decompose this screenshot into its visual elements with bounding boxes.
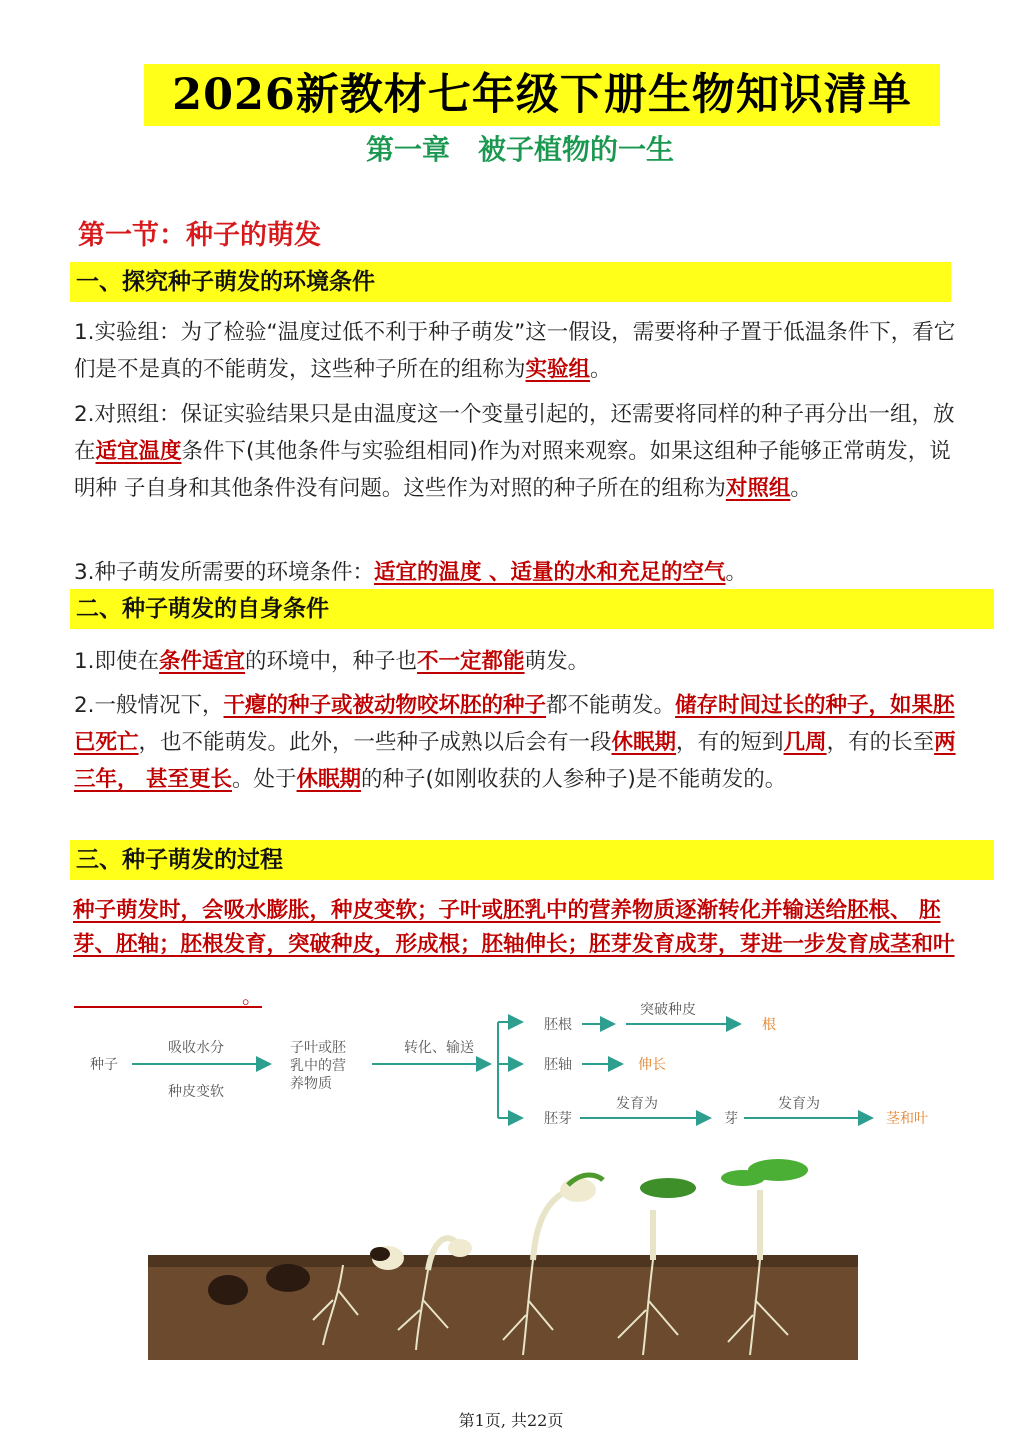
flow-plumule: 胚芽 [544,1111,572,1127]
paragraph-self-1: 1.即使在条件适宜的环境中，种子也不一定都能萌发。 [74,649,590,674]
flow-nutrient-2: 乳中的营 [290,1058,346,1074]
seed-2 [266,1264,310,1292]
heading-self-conditions: 二、种子萌发的自身条件 [70,589,994,629]
flow-develop-1: 发育为 [616,1096,658,1112]
flow-absorb: 吸收水分 [168,1040,224,1056]
answer-dormancy: 休眠期 [611,730,677,755]
document-title: 2026新教材七年级下册生物知识清单 [144,64,940,126]
process-text: 种子萌发时，会吸水膨胀，种皮变软；子叶或胚乳中的营养物质逐渐转化并输送给胚根、 胚芽、胚轴；胚根发育，突破种皮，形成根；胚轴伸长；胚芽发育成芽，芽进一步发育成茎和叶 [73,898,955,957]
heading-germination-process: 三、种子萌发的过程 [70,840,994,880]
answer-suitable-temperature: 适宜温度 [95,439,182,464]
flow-nutrient-3: 养物质 [290,1076,332,1092]
answer-not-necessarily: 不一定都能 [417,649,525,674]
flow-soften: 种皮变软 [168,1084,224,1100]
flow-hypocotyl: 胚轴 [544,1057,572,1073]
paragraph-environment-needs: 3.种子萌发所需要的环境条件：适宜的温度 、适量的水和充足的空气。 [74,560,748,585]
flow-radicle: 胚根 [544,1017,572,1033]
answer-experiment-group: 实验组 [525,357,591,382]
blank-line: 。 [74,986,262,1008]
flow-root: 根 [762,1017,776,1033]
answer-years: 两三年， 甚至更长 [74,730,956,792]
germination-illustration [148,1150,858,1365]
answer-weeks: 几周 [783,730,827,755]
answer-dormancy-2: 休眠期 [296,767,362,792]
seed-1 [208,1275,248,1305]
flow-seed: 种子 [90,1057,118,1073]
germination-flowchart [60,1000,1000,1150]
flow-stemleaf: 茎和叶 [886,1111,928,1127]
answer-suitable-conditions: 条件适宜 [159,649,246,674]
answer-dead-embryo: 储存时间过长的种子，如果胚已死亡 [74,693,955,755]
answer-damaged-seed: 干瘪的种子或被动物咬坏胚的种子 [223,693,547,718]
heading-environment-conditions: 一、探究种子萌发的环境条件 [70,262,951,302]
chapter-title: 第一章 被子植物的一生 [365,133,674,166]
paragraph-control-group: 2.对照组：保证实验结果只是由温度这一个变量引起的，还需要将同样的种子再分出一组，放在适宜温度条件下(其他条件与实验组相同)作为对照来观察。如果这组种子能够正常萌发，说明种 子自身和其他条件没有问题。这些作为对照的种子所在的组称为对照组。 [74,402,955,501]
answer-environment-needs: 适宜的温度 、适量的水和充足的空气 [374,560,726,585]
flow-transform: 转化、输送 [404,1040,474,1056]
paragraph-self-2: 2.一般情况下，干瘪的种子或被动物咬坏胚的种子都不能萌发。储存时间过长的种子，如果胚已死亡，也不能萌发。此外，一些种子成熟以后会有一段休眠期，有的短到几周，有的长至两三年， 甚至更长。处于休眠期的种子(如刚收获的人参种子)是不能萌发的。 [74,693,956,792]
page-footer: 第1页, 共22页 [458,1411,564,1430]
answer-control-group: 对照组 [725,476,791,501]
flow-elongate: 伸长 [638,1057,666,1073]
flow-nutrient-1: 子叶或胚 [290,1040,346,1056]
paragraph-experiment-group: 1.实验组：为了检验“温度过低不利于种子萌发”这一假设，需要将种子置于低温条件下，看它们是不是真的不能萌发，这些种子所在的组称为实验组。 [74,320,956,382]
flow-bud: 芽 [724,1111,738,1127]
flow-break: 突破种皮 [640,1002,696,1018]
section-title: 第一节：种子的萌发 [78,220,321,251]
flow-develop-2: 发育为 [778,1096,820,1112]
